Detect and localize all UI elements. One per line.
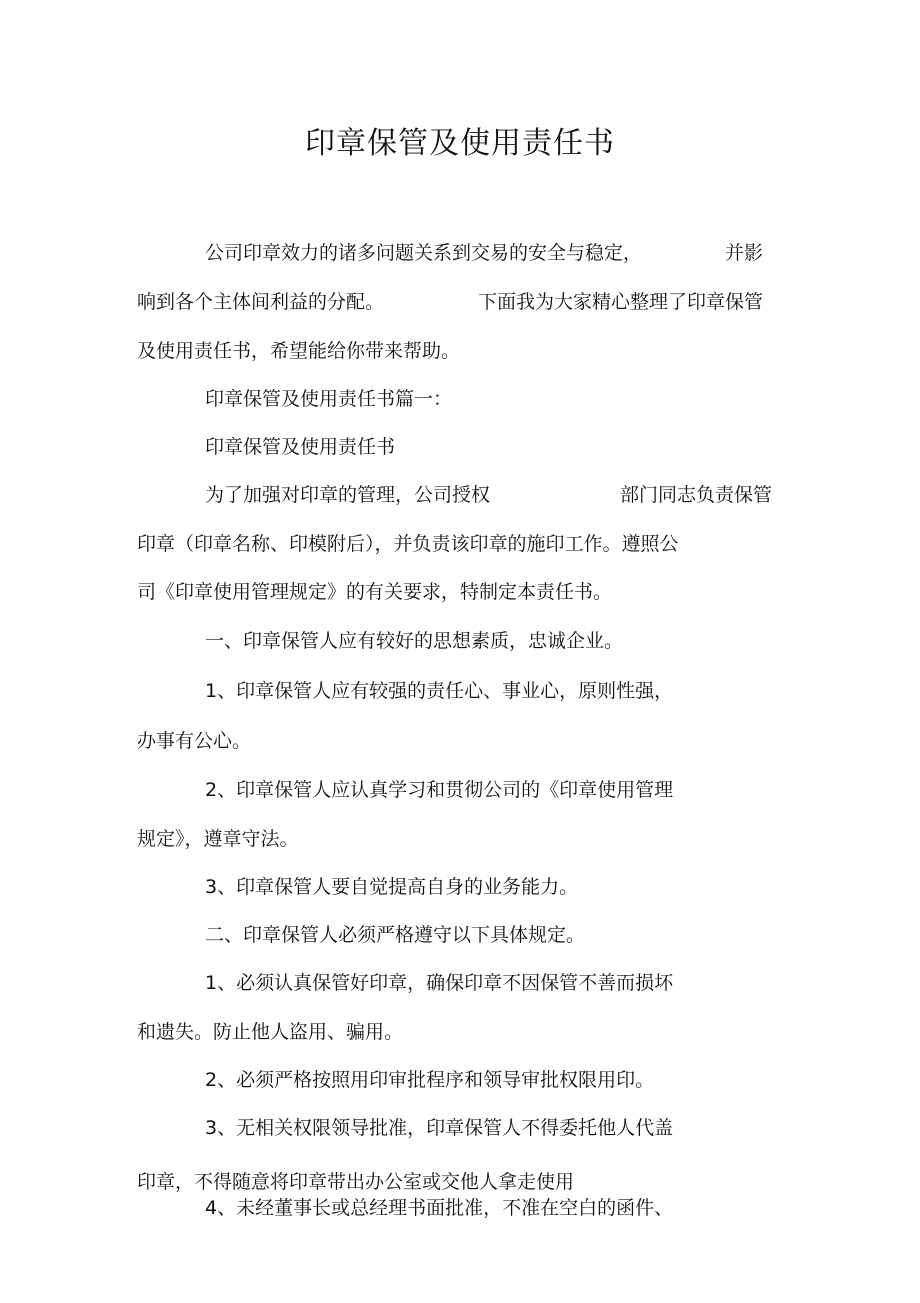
section-heading: 一、印章保管人应有较好的思想素质，忠诚企业。: [205, 630, 624, 652]
list-item-continuation: 办事有公心。: [137, 730, 252, 752]
list-item: 1、必须认真保管好印章，确保印章不因保管不善而损坏: [205, 972, 674, 994]
subtitle-line: 印章保管及使用责任书: [205, 436, 396, 458]
paragraph-line-tail: 部门同志负责保管: [620, 484, 773, 506]
list-item: 4、未经董事长或总经理书面批准，不准在空白的函件、: [205, 1197, 674, 1219]
paragraph-line-tail: 下面我为大家精心整理了印章保管: [478, 291, 764, 313]
paragraph-line: 司《印章使用管理规定》的有关要求，特制定本责任书。: [137, 581, 613, 603]
list-item-continuation: 印章，不得随意将印章带出办公室或交他人拿走使用: [137, 1171, 575, 1193]
paragraph-line: 响到各个主体间利益的分配。: [137, 291, 385, 313]
list-item: 3、印章保管人要自觉提高自身的业务能力。: [205, 876, 579, 898]
paragraph-line: 为了加强对印章的管理，公司授权: [205, 484, 491, 506]
section-heading: 印章保管及使用责任书篇一：: [205, 388, 453, 410]
list-item-continuation: 和遗失。防止他人盗用、骗用。: [137, 1021, 404, 1043]
list-item: 3、无相关权限领导批准，印章保管人不得委托他人代盖: [205, 1117, 674, 1139]
list-item: 1、印章保管人应有较强的责任心、事业心，原则性强，: [205, 680, 674, 702]
list-item-continuation: 规定》，遵章守法。: [137, 828, 299, 850]
paragraph-line: 公司印章效力的诸多问题关系到交易的安全与稳定，: [205, 242, 643, 264]
paragraph-line-tail: 并影: [725, 242, 764, 264]
paragraph-line: 及使用责任书，希望能给你带来帮助。: [137, 340, 461, 362]
section-heading: 二、印章保管人必须严格遵守以下具体规定。: [205, 924, 586, 946]
paragraph-line: 印章（印章名称、印模附后），并负责该印章的施印工作。遵照公: [137, 533, 679, 555]
list-item: 2、印章保管人应认真学习和贯彻公司的《印章使用管理: [205, 779, 674, 801]
document-title: 印章保管及使用责任书: [305, 126, 615, 161]
list-item: 2、必须严格按照用印审批程序和领导审批权限用印。: [205, 1069, 655, 1091]
